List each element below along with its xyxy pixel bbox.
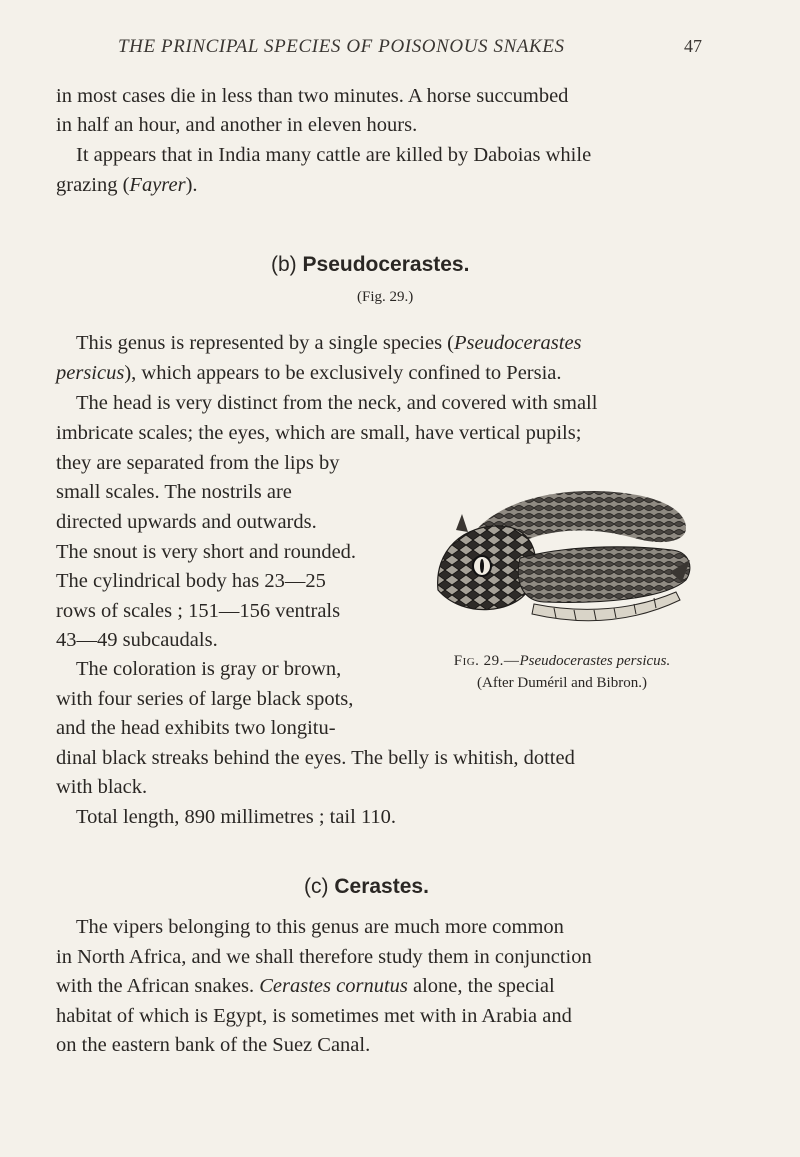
intro-line-1: in most cases die in less than two minutes. A horse succumbed — [56, 85, 569, 107]
citation-italic: Fayrer — [129, 174, 186, 196]
section-b-para2-line6: The snout is very short and rounded. — [56, 541, 357, 563]
caption-species: Pseudocerastes persicus. — [519, 653, 671, 669]
section-b-para2-line9: 43—49 subcaudals. — [56, 629, 218, 651]
section-b-para2-line3: they are separated from the lips by — [56, 452, 340, 474]
section-b-para3-line3: and the head exhibits two longitu- — [56, 717, 336, 739]
intro-line-2: in half an hour, and another in eleven hours. — [56, 114, 418, 136]
text-span: This genus is represented by a single species ( — [76, 332, 455, 354]
text-span-2: ), which appears to be exclusively confined to Persia. — [124, 362, 562, 384]
section-b-para3-line2: with four series of large black spots, — [56, 688, 354, 710]
species-name-italic: Pseudocerastes — [454, 332, 582, 354]
caption-line-1 — [412, 650, 712, 672]
running-title: THE PRINCIPAL SPECIES OF POISONOUS SNAKES — [118, 36, 565, 57]
section-heading-b — [271, 253, 469, 277]
section-b-para2-line7: The cylindrical body has 23—25 — [56, 570, 326, 592]
section-c-line4: habitat of which is Egypt, is sometimes met with in Arabia and — [56, 1005, 572, 1027]
section-b-para2-line8: rows of scales ; 151—156 ventrals — [56, 600, 341, 622]
text-span-c: with the African snakes. — [56, 975, 260, 997]
figure-snake-illustration — [424, 480, 699, 640]
section-b-para2-line1: The head is very distinct from the neck, and covered with small — [76, 392, 598, 414]
section-b-para3-line1: The coloration is gray or brown, — [76, 658, 342, 680]
section-b-para3-line5: with black. — [56, 776, 148, 798]
intro-text-end: ). — [185, 174, 198, 196]
section-b-para4-line1: Total length, 890 millimetres ; tail 110. — [76, 806, 397, 828]
figure-caption — [412, 650, 712, 694]
intro-text: grazing ( — [56, 174, 130, 196]
page-number: 47 — [684, 36, 702, 56]
section-b-para2-line2: imbricate scales; the eyes, which are small, have vertical pupils; — [56, 422, 582, 444]
section-title-b: Pseudocerastes. — [302, 253, 470, 276]
section-label-c: (c) — [304, 875, 329, 898]
section-label-b: (b) — [271, 253, 297, 276]
section-c-line3 — [56, 972, 555, 1002]
section-b-para3-line4: dinal black streaks behind the eyes. The belly is whitish, dotted — [56, 747, 575, 769]
species-name-italic-2: persicus — [56, 362, 125, 384]
section-c-line5: on the eastern bank of the Suez Canal. — [56, 1034, 371, 1056]
figure-reference: (Fig. 29.) — [357, 289, 414, 305]
section-heading-c — [304, 875, 429, 899]
species-name-cerastes: Cerastes cornutus — [259, 975, 408, 997]
section-c-line1: The vipers belonging to this genus are much more common — [76, 916, 564, 938]
intro-line-4 — [56, 171, 198, 201]
snake-head-drawing — [424, 480, 699, 640]
section-b-para2-line4: small scales. The nostrils are — [56, 481, 292, 503]
section-b-para1-line1 — [76, 329, 582, 359]
caption-line-2: (After Duméril and Bibron.) — [477, 675, 647, 691]
section-c-line2: in North Africa, and we shall therefore study them in conjunction — [56, 946, 592, 968]
section-b-para2-line5: directed upwards and outwards. — [56, 511, 317, 533]
caption-label: Fig. 29.— — [453, 653, 520, 669]
section-b-para1-line2 — [56, 359, 562, 389]
text-span-c2: alone, the special — [407, 975, 555, 997]
intro-line-3: It appears that in India many cattle are killed by Daboias while — [76, 144, 592, 166]
section-title-c: Cerastes. — [334, 875, 429, 898]
